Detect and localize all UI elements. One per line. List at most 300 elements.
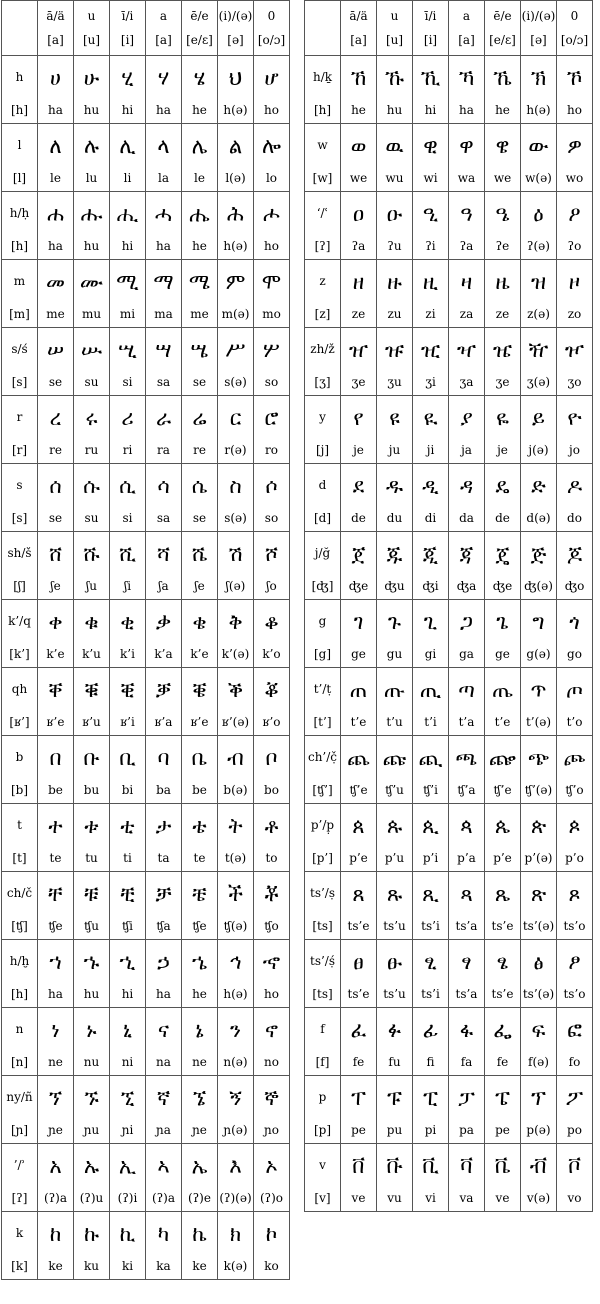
- syllable-glyph: ቲ: [120, 814, 135, 838]
- syllable-glyph: ሖ: [263, 202, 280, 226]
- consonant-ipa: [h]: [10, 239, 29, 253]
- corner-cell: [2, 1, 38, 56]
- syllable-cell: [218, 56, 254, 124]
- syllable-transcription: hu: [83, 239, 100, 253]
- syllable-glyph: ጲ: [422, 814, 439, 838]
- syllable-cell: [146, 1212, 182, 1280]
- syllable-cell: [74, 56, 110, 124]
- vowel-label: 0: [570, 9, 579, 23]
- syllable-glyph: ሡ: [80, 338, 103, 362]
- syllable-transcription: hi: [121, 103, 134, 117]
- syllable-cell: [254, 1008, 290, 1076]
- syllable-glyph: ኄ: [191, 950, 208, 974]
- syllable-transcription: wo: [565, 171, 584, 185]
- vowel-label: ā/ä: [46, 9, 65, 23]
- syllable-glyph: ሴ: [191, 474, 208, 498]
- syllable-cell: [485, 328, 521, 396]
- syllable-glyph: ሾ: [264, 542, 279, 566]
- syllable-cell: [182, 1008, 218, 1076]
- syllable-transcription: ha: [459, 103, 474, 117]
- consonant-ipa: [k]: [11, 1259, 28, 1273]
- consonant-label: v: [319, 1158, 326, 1172]
- syllable-transcription: zi: [425, 307, 436, 321]
- consonant-ipa: [w]: [312, 171, 333, 185]
- consonant-row: [305, 600, 593, 668]
- syllable-transcription: t’(ə): [525, 715, 552, 729]
- consonant-row: [2, 464, 290, 532]
- syllable-transcription: ʒe: [351, 375, 366, 389]
- syllable-cell: [557, 600, 593, 668]
- syllable-glyph: ኩ: [83, 1222, 100, 1246]
- syllable-transcription: te: [49, 851, 62, 865]
- consonant-label: g: [318, 614, 327, 628]
- consonant-label: ts’/ṣ: [310, 886, 335, 900]
- syllable-cell: [110, 396, 146, 464]
- vowel-header: [146, 1, 182, 56]
- vowel-ipa: [ə]: [227, 33, 244, 47]
- syllable-glyph: ፁ: [386, 950, 403, 974]
- syllable-transcription: ʒo: [567, 375, 582, 389]
- syllable-cell: [218, 260, 254, 328]
- syllable-cell: [146, 124, 182, 192]
- syllable-glyph: ጁ: [386, 542, 403, 566]
- syllable-cell: [182, 1212, 218, 1280]
- syllable-transcription: he: [351, 103, 366, 117]
- vowel-ipa: [i]: [423, 33, 438, 47]
- syllable-transcription: ʤu: [384, 579, 405, 593]
- syllable-glyph: ግ: [532, 610, 545, 634]
- vowel-ipa: [a]: [155, 33, 172, 47]
- syllable-transcription: ʒa: [459, 375, 474, 389]
- syllable-transcription: ts’(ə): [522, 919, 555, 933]
- syllable-glyph: ዳ: [459, 474, 474, 498]
- syllable-transcription: ʤa: [456, 579, 477, 593]
- syllable-transcription: (ʔ)a: [44, 1191, 67, 1205]
- vowel-header: [218, 1, 254, 56]
- syllable-glyph: ፍ: [531, 1018, 546, 1042]
- consonant-ipa: [m]: [9, 307, 30, 321]
- consonant-row: [305, 328, 593, 396]
- vowel-label: ī/i: [424, 9, 437, 23]
- consonant-ipa: [j]: [315, 443, 330, 457]
- syllable-transcription: t’e: [350, 715, 367, 729]
- syllable-glyph: ሱ: [83, 474, 100, 498]
- syllable-glyph: ረ: [49, 406, 62, 430]
- syllable-transcription: ʁ’e: [190, 715, 209, 729]
- syllabary-body-left: [2, 1, 290, 1280]
- vowel-header: [485, 1, 521, 56]
- consonant-label: ts’/ṣ́: [310, 954, 335, 968]
- syllable-transcription: ja: [461, 443, 472, 457]
- syllable-glyph: ኤ: [191, 1154, 208, 1178]
- syllable-transcription: ke: [48, 1259, 63, 1273]
- syllable-glyph: ፅ: [533, 950, 544, 974]
- syllable-glyph: ቩ: [386, 1154, 403, 1178]
- syllable-glyph: ዖ: [568, 202, 581, 226]
- consonant-cell: [2, 940, 38, 1008]
- syllable-cell: [521, 56, 557, 124]
- syllable-cell: [254, 804, 290, 872]
- syllable-transcription: se: [48, 375, 63, 389]
- syllable-glyph: ዢ: [420, 338, 441, 362]
- syllable-transcription: j(ə): [528, 443, 549, 457]
- syllable-transcription: ʒu: [387, 375, 402, 389]
- consonant-label: p: [318, 1090, 327, 1104]
- consonant-row: [2, 260, 290, 328]
- syllable-glyph: ጽ: [530, 882, 547, 906]
- consonant-row: [2, 668, 290, 736]
- syllable-transcription: ʤe: [348, 579, 369, 593]
- syllable-glyph: ፌ: [493, 1018, 512, 1042]
- syllable-cell: [182, 192, 218, 260]
- vowel-ipa: [e/ɛ]: [489, 33, 516, 47]
- syllable-glyph: ኛ: [156, 1086, 171, 1110]
- syllable-cell: [146, 192, 182, 260]
- vowel-ipa: [ə]: [530, 33, 547, 47]
- syllable-glyph: ሲ: [119, 474, 136, 498]
- vowel-header: [557, 1, 593, 56]
- consonant-label: t: [17, 818, 22, 832]
- syllable-glyph: ዦ: [564, 338, 585, 362]
- vowel-label: ā/ä: [349, 9, 368, 23]
- syllable-cell: [182, 328, 218, 396]
- syllable-glyph: ኀ: [49, 950, 62, 974]
- syllable-transcription: ʁ’o: [262, 715, 281, 729]
- consonant-label: z: [319, 274, 326, 288]
- consonant-label: y: [319, 410, 326, 424]
- consonant-ipa: [h]: [10, 987, 29, 1001]
- syllable-transcription: zo: [567, 307, 582, 321]
- syllable-cell: [74, 804, 110, 872]
- syllable-cell: [38, 192, 74, 260]
- syllable-transcription: ʧ’e: [493, 783, 512, 797]
- syllable-cell: [74, 260, 110, 328]
- syllable-transcription: ga: [459, 647, 474, 661]
- syllable-cell: [485, 804, 521, 872]
- syllable-transcription: k’(ə): [221, 647, 250, 661]
- syllable-glyph: ዠ: [348, 338, 369, 362]
- syllable-cell: [485, 192, 521, 260]
- syllable-transcription: fi: [426, 1055, 435, 1069]
- syllable-cell: [218, 396, 254, 464]
- syllable-transcription: r(ə): [224, 443, 247, 457]
- consonant-cell: [305, 668, 341, 736]
- syllable-glyph: ኣ: [157, 1154, 170, 1178]
- syllable-cell: [74, 1076, 110, 1144]
- syllable-cell: [254, 600, 290, 668]
- consonant-label: h: [15, 70, 24, 84]
- syllable-cell: [413, 668, 449, 736]
- syllable-cell: [74, 532, 110, 600]
- consonant-ipa: [ʒ]: [314, 375, 331, 389]
- syllable-glyph: ቖ: [264, 678, 279, 702]
- consonant-ipa: [l]: [12, 171, 27, 185]
- syllable-cell: [521, 736, 557, 804]
- syllable-cell: [218, 464, 254, 532]
- syllable-cell: [485, 464, 521, 532]
- consonant-ipa: [g]: [313, 647, 332, 661]
- syllable-cell: [182, 396, 218, 464]
- syllable-cell: [377, 1076, 413, 1144]
- syllable-cell: [557, 668, 593, 736]
- syllable-transcription: ɲe: [192, 1123, 207, 1137]
- syllable-glyph: ሎ: [261, 134, 282, 158]
- syllable-transcription: re: [49, 443, 62, 457]
- syllable-cell: [449, 192, 485, 260]
- syllable-transcription: ts’i: [421, 919, 440, 933]
- vowel-label: ē/e: [493, 9, 512, 23]
- syllable-transcription: ɲu: [83, 1123, 100, 1137]
- syllable-transcription: fe: [352, 1055, 365, 1069]
- syllable-transcription: ʔe: [495, 239, 510, 253]
- syllable-cell: [182, 260, 218, 328]
- syllable-transcription: h(ə): [526, 103, 551, 117]
- syllable-glyph: ዡ: [384, 338, 405, 362]
- syllable-transcription: p(ə): [526, 1123, 551, 1137]
- syllable-cell: [413, 56, 449, 124]
- syllable-cell: [38, 1212, 74, 1280]
- syllable-glyph: ጣ: [458, 678, 475, 702]
- syllable-glyph: ሆ: [264, 66, 279, 90]
- consonant-row: [305, 1144, 593, 1212]
- syllable-transcription: ha: [48, 239, 63, 253]
- syllable-cell: [218, 668, 254, 736]
- consonant-row: [305, 464, 593, 532]
- syllable-glyph: ቶ: [264, 814, 279, 838]
- vowel-label: a: [159, 9, 168, 23]
- syllable-cell: [449, 328, 485, 396]
- syllable-transcription: (ʔ)(ə): [219, 1191, 252, 1205]
- syllable-glyph: ጃ: [459, 542, 474, 566]
- syllable-glyph: ሊ: [119, 134, 136, 158]
- consonant-cell: [305, 736, 341, 804]
- syllable-cell: [182, 1144, 218, 1212]
- vowel-header: [341, 1, 377, 56]
- consonant-label: h/ḵ: [312, 70, 333, 84]
- syllable-cell: [521, 396, 557, 464]
- syllable-transcription: to: [265, 851, 278, 865]
- syllable-glyph: ሉ: [83, 134, 99, 158]
- syllable-cell: [146, 260, 182, 328]
- syllable-glyph: ጉ: [387, 610, 402, 634]
- syllable-transcription: ʧ’a: [457, 783, 476, 797]
- syllable-glyph: ፋ: [459, 1018, 474, 1042]
- syllable-cell: [521, 872, 557, 940]
- syllable-glyph: ጩ: [382, 746, 407, 770]
- syllable-glyph: ጻ: [460, 882, 473, 906]
- syllable-glyph: ቔ: [192, 678, 207, 702]
- syllable-transcription: ze: [495, 307, 510, 321]
- syllable-transcription: di: [424, 511, 437, 525]
- syllable-glyph: ሻ: [156, 542, 171, 566]
- syllable-cell: [182, 1076, 218, 1144]
- syllable-cell: [146, 328, 182, 396]
- consonant-cell: [2, 260, 38, 328]
- syllable-cell: [182, 124, 218, 192]
- syllable-transcription: pe: [495, 1123, 510, 1137]
- syllable-transcription: ɲe: [48, 1123, 63, 1137]
- syllable-cell: [485, 1008, 521, 1076]
- syllable-transcription: po: [567, 1123, 582, 1137]
- syllable-cell: [110, 56, 146, 124]
- syllable-glyph: ቻ: [155, 882, 172, 906]
- vowel-label: u: [390, 9, 399, 23]
- syllable-transcription: ʧ’o: [565, 783, 584, 797]
- consonant-label: w: [317, 138, 328, 152]
- consonant-row: [2, 804, 290, 872]
- syllable-cell: [557, 940, 593, 1008]
- syllable-cell: [521, 532, 557, 600]
- syllable-glyph: ስ: [229, 474, 242, 498]
- syllable-glyph: ም: [225, 270, 246, 294]
- syllable-transcription: se: [192, 375, 207, 389]
- syllable-glyph: ኅ: [229, 950, 242, 974]
- consonant-ipa: [ts]: [312, 987, 333, 1001]
- syllable-cell: [377, 1008, 413, 1076]
- syllable-transcription: ts’o: [563, 987, 586, 1001]
- syllable-glyph: ጵ: [530, 814, 547, 838]
- syllable-glyph: ሤ: [190, 338, 209, 362]
- syllable-glyph: ና: [157, 1018, 170, 1042]
- syllable-glyph: ቪ: [422, 1154, 439, 1178]
- syllable-transcription: ha: [156, 103, 171, 117]
- syllable-cell: [521, 668, 557, 736]
- syllable-cell: [341, 600, 377, 668]
- consonant-row: [2, 1008, 290, 1076]
- consonant-row: [2, 940, 290, 1008]
- consonant-row: [305, 736, 593, 804]
- syllable-glyph: ኑ: [86, 1018, 97, 1042]
- syllable-glyph: ዘ: [352, 270, 365, 294]
- syllable-cell: [254, 124, 290, 192]
- vowel-ipa: [a]: [458, 33, 475, 47]
- syllable-cell: [254, 1144, 290, 1212]
- syllable-transcription: gu: [386, 647, 403, 661]
- syllable-transcription: p’e: [349, 851, 368, 865]
- consonant-label: f: [320, 1022, 325, 1036]
- syllable-cell: [182, 464, 218, 532]
- syllable-transcription: ke: [192, 1259, 207, 1273]
- syllable-glyph: ጾ: [568, 882, 581, 906]
- syllable-cell: [521, 192, 557, 260]
- consonant-ipa: [r]: [11, 443, 28, 457]
- syllable-glyph: ጹ: [386, 882, 403, 906]
- consonant-label: ch’/č̣: [307, 750, 338, 764]
- syllable-transcription: ts’u: [383, 987, 406, 1001]
- syllable-cell: [449, 940, 485, 1008]
- syllable-cell: [341, 668, 377, 736]
- syllable-transcription: s(ə): [224, 511, 247, 525]
- syllable-glyph: ኘ: [48, 1086, 63, 1110]
- syllable-cell: [485, 736, 521, 804]
- syllable-glyph: ቕ: [227, 678, 244, 702]
- syllable-transcription: h(ə): [223, 103, 248, 117]
- syllable-cell: [38, 532, 74, 600]
- syllable-cell: [413, 1144, 449, 1212]
- vowel-ipa: [o/ɔ]: [257, 33, 286, 47]
- syllable-transcription: ʔ(ə): [527, 239, 550, 253]
- consonant-cell: [2, 1008, 38, 1076]
- syllable-transcription: ha: [48, 987, 63, 1001]
- syllable-glyph: ደ: [352, 474, 365, 498]
- consonant-row: [2, 736, 290, 804]
- syllable-cell: [74, 736, 110, 804]
- syllable-cell: [377, 396, 413, 464]
- syllable-glyph: ለ: [49, 134, 62, 158]
- syllable-transcription: ʒi: [425, 375, 436, 389]
- syllable-transcription: k’i: [120, 647, 135, 661]
- consonant-cell: [305, 396, 341, 464]
- syllable-cell: [110, 804, 146, 872]
- consonant-label: s/ś: [11, 342, 28, 356]
- vowel-header: [182, 1, 218, 56]
- syllable-transcription: se: [192, 511, 207, 525]
- syllable-glyph: ዝ: [530, 270, 547, 294]
- syllable-glyph: ዌ: [495, 134, 510, 158]
- syllable-transcription: ni: [121, 1055, 134, 1069]
- syllable-transcription: h(ə): [223, 987, 248, 1001]
- syllable-glyph: ኁ: [83, 950, 100, 974]
- syllable-glyph: ክ: [229, 1222, 242, 1246]
- consonant-ipa: [h]: [313, 103, 332, 117]
- syllable-transcription: si: [122, 511, 133, 525]
- syllable-transcription: d(ə): [526, 511, 551, 525]
- syllable-glyph: ዱ: [385, 474, 404, 498]
- syllable-glyph: ፊ: [422, 1018, 439, 1042]
- syllable-glyph: መ: [46, 270, 65, 294]
- syllable-transcription: va: [459, 1191, 474, 1205]
- consonant-ipa: [t]: [12, 851, 27, 865]
- syllable-cell: [110, 192, 146, 260]
- syllable-transcription: la: [158, 171, 169, 185]
- syllable-cell: [38, 1076, 74, 1144]
- syllable-transcription: ve: [351, 1191, 366, 1205]
- syllable-transcription: je: [497, 443, 508, 457]
- consonant-label: m: [13, 274, 26, 288]
- syllable-cell: [182, 532, 218, 600]
- syllable-transcription: bi: [121, 783, 134, 797]
- consonant-cell: [2, 1076, 38, 1144]
- consonant-ipa: [f]: [315, 1055, 330, 1069]
- syllable-transcription: ʔo: [567, 239, 582, 253]
- syllable-transcription: be: [48, 783, 63, 797]
- syllable-glyph: ፔ: [495, 1086, 510, 1110]
- syllable-glyph: ሪ: [121, 406, 134, 430]
- syllable-transcription: wu: [385, 171, 404, 185]
- vowel-ipa: [a]: [47, 33, 64, 47]
- syllable-transcription: ko: [264, 1259, 279, 1273]
- syllable-glyph: ራ: [155, 406, 172, 430]
- syllable-transcription: ji: [426, 443, 435, 457]
- syllable-cell: [38, 1008, 74, 1076]
- syllable-glyph: ያ: [460, 406, 473, 430]
- syllable-transcription: ʤ(ə): [524, 579, 553, 593]
- syllable-cell: [110, 736, 146, 804]
- syllable-glyph: ፉ: [387, 1018, 402, 1042]
- syllable-glyph: ጊ: [423, 610, 438, 634]
- syllable-transcription: da: [459, 511, 474, 525]
- syllable-cell: [521, 940, 557, 1008]
- syllable-cell: [182, 600, 218, 668]
- syllable-cell: [182, 872, 218, 940]
- consonant-ipa: [s]: [11, 375, 28, 389]
- syllable-transcription: ʃe: [50, 579, 61, 593]
- syllable-cell: [254, 328, 290, 396]
- syllable-transcription: ʃu: [86, 579, 97, 593]
- syllable-cell: [413, 260, 449, 328]
- syllable-glyph: ሂ: [121, 66, 134, 90]
- syllable-transcription: ʧ’(ə): [524, 783, 553, 797]
